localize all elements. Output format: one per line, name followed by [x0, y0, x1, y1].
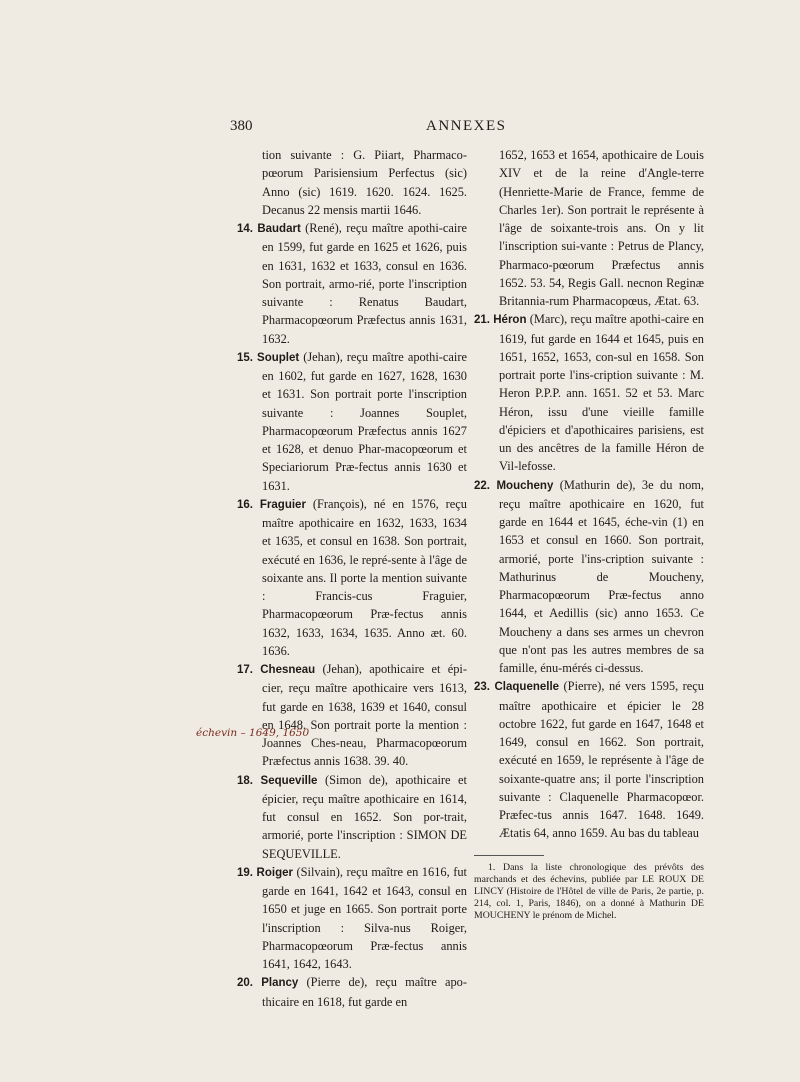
entry-15 — [237, 348, 467, 495]
left-column — [237, 146, 467, 1011]
entry-number: 23. — [474, 681, 490, 694]
entry-text: (François), né en 1576, reçu maître apothicaire en 1632, 1633, 1634 et 1635, et consul en 1638. Son portrait, exécuté en 1636, le repré-sente à l'âge de soixante ans. Il porte la mention suivante : Francis-cus Fraguier, Pharmacopœorum Præ-fectus annis 1632, 1633, 1634, 1635. Anno æt. 60. 1636. — [262, 496, 467, 658]
footnote: 1. Dans la liste chronologique des prévôts des marchands et des échevins, publiée par LE ROUX DE LINCY (Histoire de l'Hôtel de ville de Paris, 2e partie, p. 214, col. 1, Paris, 1846), on a donné à Mathurin DE MOUCHENY le prénom de Michel. — [474, 861, 704, 922]
entry-name: Fraguier — [259, 498, 306, 511]
entry-number: 15. — [237, 351, 253, 364]
entry-number: 20. — [237, 977, 253, 990]
entry-22 — [474, 476, 704, 678]
entry-19 — [237, 863, 467, 974]
entry-continuation — [474, 146, 704, 310]
entry-name: Souplet — [257, 351, 300, 364]
entry-number: 16. — [237, 498, 253, 511]
entry-18 — [237, 771, 467, 863]
page-number: 380 — [230, 118, 253, 134]
entry-name: Baudart — [257, 223, 301, 235]
entry-number: 17. — [237, 664, 253, 676]
entry-23 — [474, 677, 704, 842]
running-title: ANNEXES — [426, 118, 507, 134]
entry-21 — [474, 310, 704, 475]
entry-continuation — [237, 146, 467, 219]
page-header — [0, 118, 800, 138]
entry-16 — [237, 495, 467, 660]
entry-text: (Marc), reçu maître apothi-caire en 1619, fut garde en 1644 et 1645, puis en 1651, 1652, 1653, con-sul en 1658. Son portrait porte l'ins-cription suivante : M. Heron P.P.P. ann. 1651. 52 et 53. Marc Héron, issu d'une vieille famille d'épiciers et d'apothicaires parisiens, est un des ancêtres de la famille Héron de Vil-lefosse. — [499, 312, 704, 474]
entry-number: 21. — [474, 314, 490, 327]
handwritten-annotation: échevin – 1649, 1650 — [196, 727, 310, 739]
entry-name: Chesneau — [260, 664, 316, 676]
entry-text: tion suivante : G. Piiart, Pharmaco-pœorum Parisiensium Perfectus (sic) Anno (sic) 1619. 1620. 1624. 1625. Decanus 22 mensis martii 1646. — [262, 148, 467, 217]
entry-number: 18. — [237, 774, 253, 787]
entry-text: (Silvain), reçu maître en 1616, fut garde en 1641, 1642 et 1643, consul en 1650 et juge en 1665. Son portrait porte l'inscription : Silva-nus Roiger, Pharmacopœorum Præ-fectus annis 1641, 1642, 1643. — [262, 864, 467, 971]
entry-name: Claquenelle — [494, 681, 560, 694]
entry-number: 22. — [474, 479, 490, 492]
entry-14 — [237, 219, 467, 348]
entry-text: (Jehan), apothicaire et épi-cier, reçu maître apothicaire vers 1613, fut garde en 1638, 1639 et 1640, consul en 1648. Son portrait porte la mention : Joannes Ches-neau, Pharmacopœorum Præfectus annis 1638. 39. 40. — [262, 662, 467, 769]
entry-text: (Mathurin de), 3e du nom, reçu maître apothicaire en 1620, fut garde en 1644 et 1645, éche-vin (1) en 1653 et consul en 1660. Son portrait, armorié, porte l'ins-cription suivante : Mathurinus de Moucheny, Pharmacopœorum Præ-fectus anno 1644, et Aedillis (sic) anno 1653. Ce Moucheny a dans ses armes un chevron que n'ont pas les autres membres de sa famille, énu-mérés ci-dessus. — [499, 477, 704, 675]
right-column — [474, 146, 704, 923]
entry-number: 14. — [237, 223, 253, 235]
footnote-rule — [474, 855, 544, 856]
entry-number: 19. — [237, 866, 253, 879]
entry-name: Moucheny — [496, 479, 554, 492]
entry-name: Roiger — [256, 866, 293, 879]
entry-name: Sequeville — [260, 774, 318, 787]
entry-name: Plancy — [261, 977, 299, 990]
entry-text: (René), reçu maître apothi-caire en 1599, fut garde en 1625 et 1626, puis en 1631, 1632 et 1633, consul en 1636. Son portrait, armo-rié, porte l'inscription suivante : Renatus Baudart, Pharmacopœorum Præfectus annis 1631, 1632. — [262, 221, 467, 346]
entry-text: (Pierre), né vers 1595, reçu maître apothicaire et épicier le 28 octobre 1622, fut garde en 1647, 1648 et 1649, consul en 1662. Son portrait, exécuté en 1659, le représente à l'âge de soixante-quatre ans; il porte l'inscription suivante : Claquenelle Pharmacopœor. Præfec-tus annis 1647. 1648. 1649. Ætatis 64, anno 1659. Au bas du tableau — [499, 679, 704, 841]
entry-17 — [237, 660, 467, 771]
entry-text: (Jehan), reçu maître apothi-caire en 1602, fut garde en 1627, 1628, 1630 et 1631. Son portrait porte l'inscription suivante : Joannes Souplet, Pharmacopœorum Præfectus annis 1627 et 1628, et denuo Phar-macopœorum et Speciariorum Præ-fectus annis 1630 et 1631. — [262, 349, 467, 493]
entry-text: 1652, 1653 et 1654, apothicaire de Louis XIV et de la reine d'Angle-terre (Henriette-Marie de France, femme de Charles 1er). Son portrait le représente à l'âge de soixante-trois ans. On y lit l'inscription sui-vante : Petrus de Plancy, Pharmaco-pœorum Præfectus annis 1652. 53. 54, Regis Gall. necnon Reginæ Britannia-rum Pharmacopœus, Ætat. 63. — [499, 148, 704, 308]
entry-name: Héron — [493, 314, 527, 327]
entry-text: (Pierre de), reçu maître apo-thicaire en 1618, fut garde en — [262, 975, 467, 1009]
entry-text: (Simon de), apothicaire et épicier, reçu maître apothicaire en 1614, fut consul en 1652. Son por-trait, armorié, porte l'inscription : SIMON DE SEQUEVILLE. — [262, 772, 467, 861]
entry-20 — [237, 973, 467, 1011]
